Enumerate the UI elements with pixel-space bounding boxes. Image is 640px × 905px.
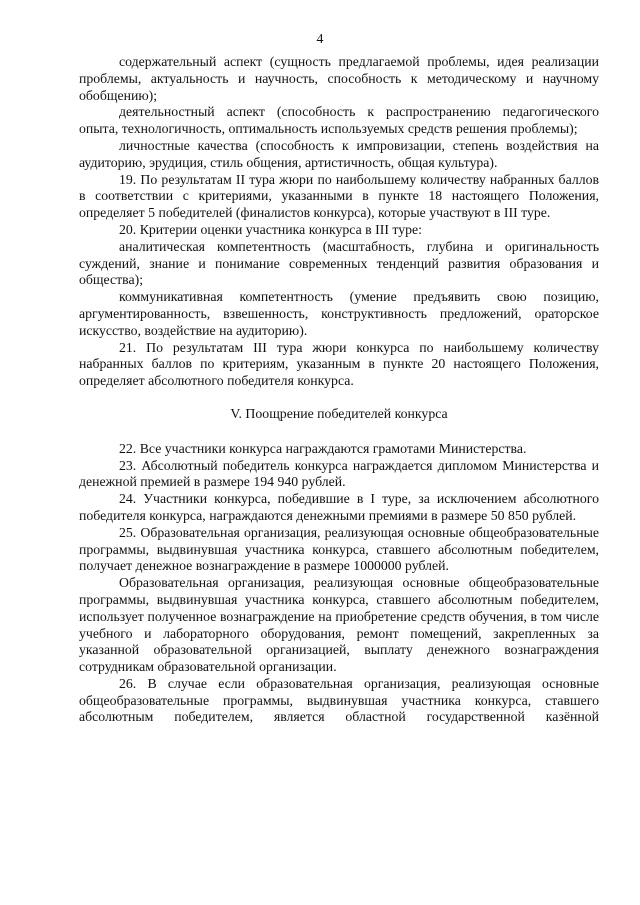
paragraph-personal-qualities: личностные качества (способность к импровизации, степень воздействия на аудиторию, эрудиция, стиль общения, артистичность, общая культура).: [79, 137, 599, 170]
paragraph-19: 19. По результатам II тура жюри по наибольшему количеству набранных баллов в соответствии с критериями, указанными в пункте 18 настоящего Положения, определяет 5 победителей (финалистов конкурса), которые участвуют в III туре.: [79, 171, 599, 221]
paragraph-25-usage: Образовательная организация, реализующая основные общеобразовательные программы, выдвинувшая участника конкурса, ставшего абсолютным победителем, использует полученное вознаграждение на приобретение средств обучения, в том числе учебного и лабораторного оборудования, ремонт помещений, закрепленных за указанной образовательной организацией, выплату денежного вознаграждения сотрудникам образовательной организации.: [79, 575, 599, 675]
section-heading: V. Поощрение победителей конкурса: [230, 405, 448, 421]
paragraph-26: 26. В случае если образовательная организация, реализующая основные общеобразовательные программы, выдвинувшая участника конкурса, ставшего абсолютным победителем, является областной государственной казённой: [79, 675, 599, 725]
paragraph-24: 24. Участники конкурса, победившие в I туре, за исключением абсолютного победителя конкурса, награждаются денежными премиями в размере 50 850 рублей.: [79, 491, 599, 523]
document-body: [79, 54, 599, 726]
paragraph-25: 25. Образовательная организация, реализующая основные общеобразовательные программы, выдвинувшая участника конкурса, ставшего абсолютным победителем, получает денежное вознаграждение в размере 1000000 рублей.: [79, 524, 599, 574]
paragraph-communicative-competence: коммуникативная компетентность (умение предъявить свою позицию, аргументированность, взвешенность, конструктивность предложений, ораторское искусство, воздействие на аудиторию).: [79, 289, 599, 338]
paragraph-20: 20. Критерии оценки участника конкурса в III туре:: [119, 221, 422, 237]
paragraph-analytical-competence: аналитическая компетентность (масштабность, глубина и оригинальность суждений, знание и понимание современных тенденций развития образования и общества);: [79, 238, 599, 288]
paragraph-22: 22. Все участники конкурса награждаются грамотами Министерства.: [119, 440, 527, 456]
paragraph-activity-aspect: деятельностный аспект (способность к распространению педагогического опыта, технологичность, оптимальность используемых средств решения проблемы);: [79, 104, 599, 137]
paragraph-content-aspect: содержательный аспект (сущность предлагаемой проблемы, идея реализации проблемы, актуальность и научность, способность к методическому и научному обобщению);: [79, 54, 599, 103]
page-number: 4: [316, 31, 324, 46]
paragraph-23: 23. Абсолютный победитель конкурса награждается дипломом Министерства и денежной премией в размере 194 940 рублей.: [79, 457, 599, 490]
paragraph-21: 21. По результатам III тура жюри конкурса по наибольшему количеству набранных баллов по критериям, указанным в пункте 20 настоящего Положения, определяет абсолютного победителя конкурса.: [79, 339, 599, 389]
